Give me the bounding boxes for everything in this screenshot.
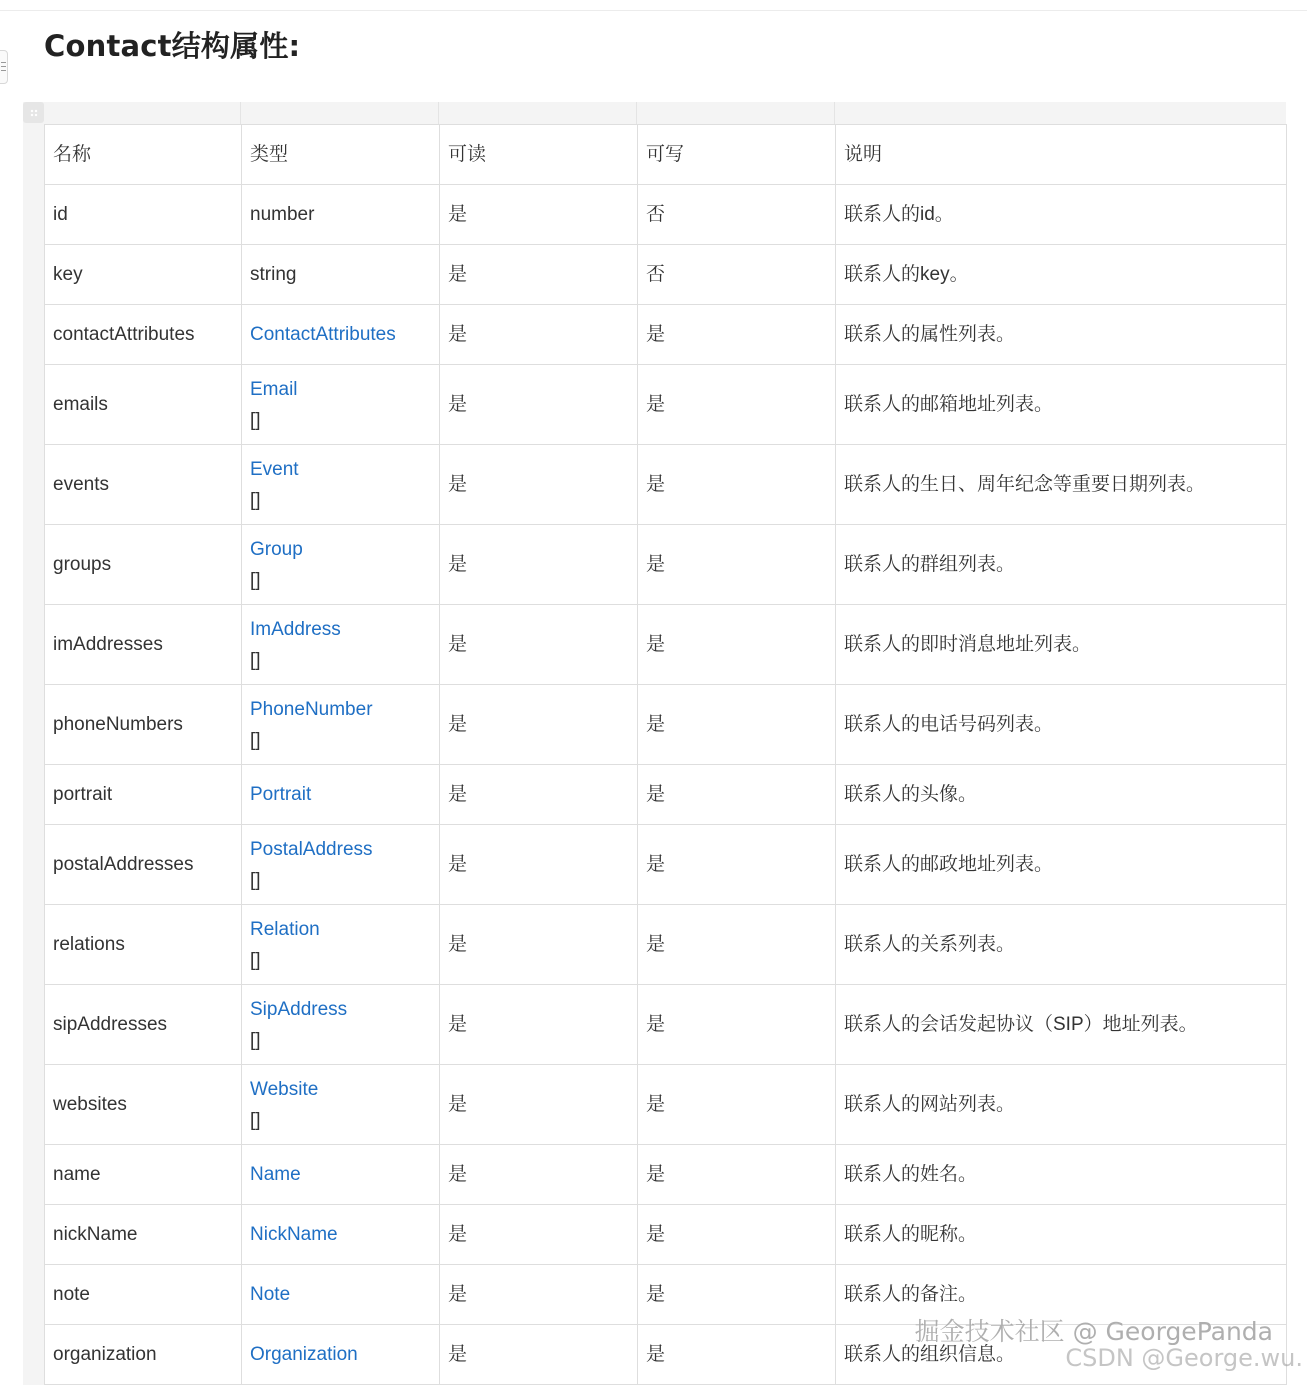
type-array-suffix: [] [250, 1029, 261, 1051]
cell-readable: 是 [440, 985, 638, 1065]
cell-type [242, 1265, 440, 1325]
cell-writable: 是 [638, 985, 836, 1065]
type-link[interactable]: Group [250, 538, 303, 560]
type-link[interactable]: ImAddress [250, 618, 341, 640]
type-link[interactable]: NickName [250, 1224, 338, 1245]
cell-description: 联系人的会话发起协议（SIP）地址列表。 [836, 985, 1287, 1065]
cell-name: phoneNumbers [45, 685, 242, 765]
cell-type [242, 985, 440, 1065]
cell-type [242, 1065, 440, 1145]
cell-type [242, 1325, 440, 1385]
cell-readable: 是 [440, 1205, 638, 1265]
type-link[interactable]: Event [250, 458, 299, 480]
cell-description: 联系人的关系列表。 [836, 905, 1287, 985]
cell-readable: 是 [440, 825, 638, 905]
type-link[interactable]: SipAddress [250, 998, 348, 1020]
column-handle[interactable] [44, 102, 241, 124]
cell-type [242, 905, 440, 985]
type-array-suffix: [] [250, 409, 261, 431]
table-row [45, 605, 1287, 685]
cell-name: name [45, 1145, 242, 1205]
cell-description: 联系人的组织信息。 [836, 1325, 1287, 1385]
cell-name: websites [45, 1065, 242, 1145]
cell-readable: 是 [440, 245, 638, 305]
cell-name: contactAttributes [45, 305, 242, 365]
cell-readable: 是 [440, 605, 638, 685]
table-row [45, 825, 1287, 905]
type-array-suffix: [] [250, 949, 261, 971]
table-header-row [45, 125, 1287, 185]
column-handle[interactable] [637, 102, 835, 124]
cell-description: 联系人的群组列表。 [836, 525, 1287, 605]
properties-table [44, 124, 1287, 1385]
table-row [45, 365, 1287, 445]
cell-description: 联系人的生日、周年纪念等重要日期列表。 [836, 445, 1287, 525]
cell-type [242, 185, 440, 245]
cell-type [242, 525, 440, 605]
cell-name: organization [45, 1325, 242, 1385]
cell-description: 联系人的key。 [836, 245, 1287, 305]
cell-writable: 是 [638, 305, 836, 365]
cell-description: 联系人的电话号码列表。 [836, 685, 1287, 765]
cell-name: nickName [45, 1205, 242, 1265]
table-row [45, 525, 1287, 605]
cell-readable: 是 [440, 1265, 638, 1325]
cell-name: groups [45, 525, 242, 605]
table-row [45, 1205, 1287, 1265]
cell-type [242, 445, 440, 525]
outline-toggle-icon[interactable] [0, 50, 8, 84]
type-link[interactable]: ContactAttributes [250, 324, 396, 345]
cell-type [242, 605, 440, 685]
cell-description: 联系人的id。 [836, 185, 1287, 245]
row-handle-rail[interactable] [23, 124, 44, 1385]
table-row [45, 185, 1287, 245]
cell-readable: 是 [440, 365, 638, 445]
cell-readable: 是 [440, 765, 638, 825]
cell-writable: 是 [638, 765, 836, 825]
table-row [45, 985, 1287, 1065]
type-link[interactable]: Email [250, 378, 298, 400]
column-handle[interactable] [835, 102, 1286, 124]
type-link[interactable]: Website [250, 1078, 319, 1100]
watermark-juejin: 掘金技术社区 @ GeorgePanda [914, 1317, 1273, 1346]
cell-type [242, 685, 440, 765]
properties-table-container [23, 102, 1286, 1385]
cell-description: 联系人的邮箱地址列表。 [836, 365, 1287, 445]
cell-name: postalAddresses [45, 825, 242, 905]
header-writable: 可写 [638, 125, 836, 185]
page-title: Contact结构属性: [44, 29, 301, 63]
cell-writable: 是 [638, 605, 836, 685]
type-array-suffix: [] [250, 489, 261, 511]
cell-type [242, 1145, 440, 1205]
column-handle[interactable] [439, 102, 637, 124]
header-name: 名称 [45, 125, 242, 185]
cell-description: 联系人的备注。 [836, 1265, 1287, 1325]
cell-description: 联系人的邮政地址列表。 [836, 825, 1287, 905]
cell-description: 联系人的网站列表。 [836, 1065, 1287, 1145]
header-description: 说明 [836, 125, 1287, 185]
cell-readable: 是 [440, 1065, 638, 1145]
cell-readable: 是 [440, 685, 638, 765]
cell-description: 联系人的昵称。 [836, 1205, 1287, 1265]
cell-name: note [45, 1265, 242, 1325]
type-array-suffix: [] [250, 649, 261, 671]
cell-readable: 是 [440, 445, 638, 525]
cell-type [242, 305, 440, 365]
table-row [45, 245, 1287, 305]
header-readable: 可读 [440, 125, 638, 185]
cell-readable: 是 [440, 185, 638, 245]
top-divider [0, 10, 1307, 11]
cell-name: imAddresses [45, 605, 242, 685]
type-link[interactable]: PostalAddress [250, 838, 373, 860]
table-row [45, 905, 1287, 985]
header-type: 类型 [242, 125, 440, 185]
type-link[interactable]: Organization [250, 1344, 358, 1365]
type-link[interactable]: Portrait [250, 784, 312, 805]
cell-description: 联系人的属性列表。 [836, 305, 1287, 365]
cell-description: 联系人的姓名。 [836, 1145, 1287, 1205]
cell-readable: 是 [440, 525, 638, 605]
cell-type [242, 1205, 440, 1265]
cell-writable: 是 [638, 525, 836, 605]
type-text: string [250, 264, 297, 285]
type-link[interactable]: PhoneNumber [250, 698, 373, 720]
watermark-csdn: CSDN @George.wu. [1065, 1344, 1303, 1372]
cell-writable: 是 [638, 685, 836, 765]
cell-readable: 是 [440, 305, 638, 365]
table-row [45, 445, 1287, 525]
cell-type [242, 825, 440, 905]
cell-name: key [45, 245, 242, 305]
cell-writable: 是 [638, 1325, 836, 1385]
cell-writable: 是 [638, 1265, 836, 1325]
cell-writable: 是 [638, 445, 836, 525]
cell-writable: 是 [638, 1065, 836, 1145]
type-link[interactable]: Note [250, 1284, 291, 1305]
cell-writable: 是 [638, 905, 836, 985]
table-row [45, 1145, 1287, 1205]
cell-readable: 是 [440, 1325, 638, 1385]
cell-writable: 否 [638, 185, 836, 245]
cell-description: 联系人的即时消息地址列表。 [836, 605, 1287, 685]
cell-name: portrait [45, 765, 242, 825]
type-text: number [250, 204, 315, 225]
cell-name: id [45, 185, 242, 245]
type-array-suffix: [] [250, 729, 261, 751]
column-handle[interactable] [241, 102, 439, 124]
table-row [45, 685, 1287, 765]
cell-readable: 是 [440, 1145, 638, 1205]
cell-readable: 是 [440, 905, 638, 985]
cell-writable: 是 [638, 1205, 836, 1265]
cell-name: events [45, 445, 242, 525]
column-handle-bar [23, 102, 1286, 124]
cell-writable: 否 [638, 245, 836, 305]
cell-writable: 是 [638, 825, 836, 905]
cell-name: sipAddresses [45, 985, 242, 1065]
cell-writable: 是 [638, 365, 836, 445]
table-row [45, 305, 1287, 365]
type-link[interactable]: Relation [250, 918, 320, 940]
table-row [45, 1065, 1287, 1145]
type-link[interactable]: Name [250, 1164, 301, 1185]
cell-writable: 是 [638, 1145, 836, 1205]
cell-type [242, 765, 440, 825]
table-select-icon[interactable] [23, 102, 44, 123]
type-array-suffix: [] [250, 569, 261, 591]
cell-type [242, 245, 440, 305]
type-array-suffix: [] [250, 1109, 261, 1131]
cell-name: relations [45, 905, 242, 985]
type-array-suffix: [] [250, 869, 261, 891]
cell-name: emails [45, 365, 242, 445]
cell-type [242, 365, 440, 445]
cell-description: 联系人的头像。 [836, 765, 1287, 825]
table-row [45, 765, 1287, 825]
